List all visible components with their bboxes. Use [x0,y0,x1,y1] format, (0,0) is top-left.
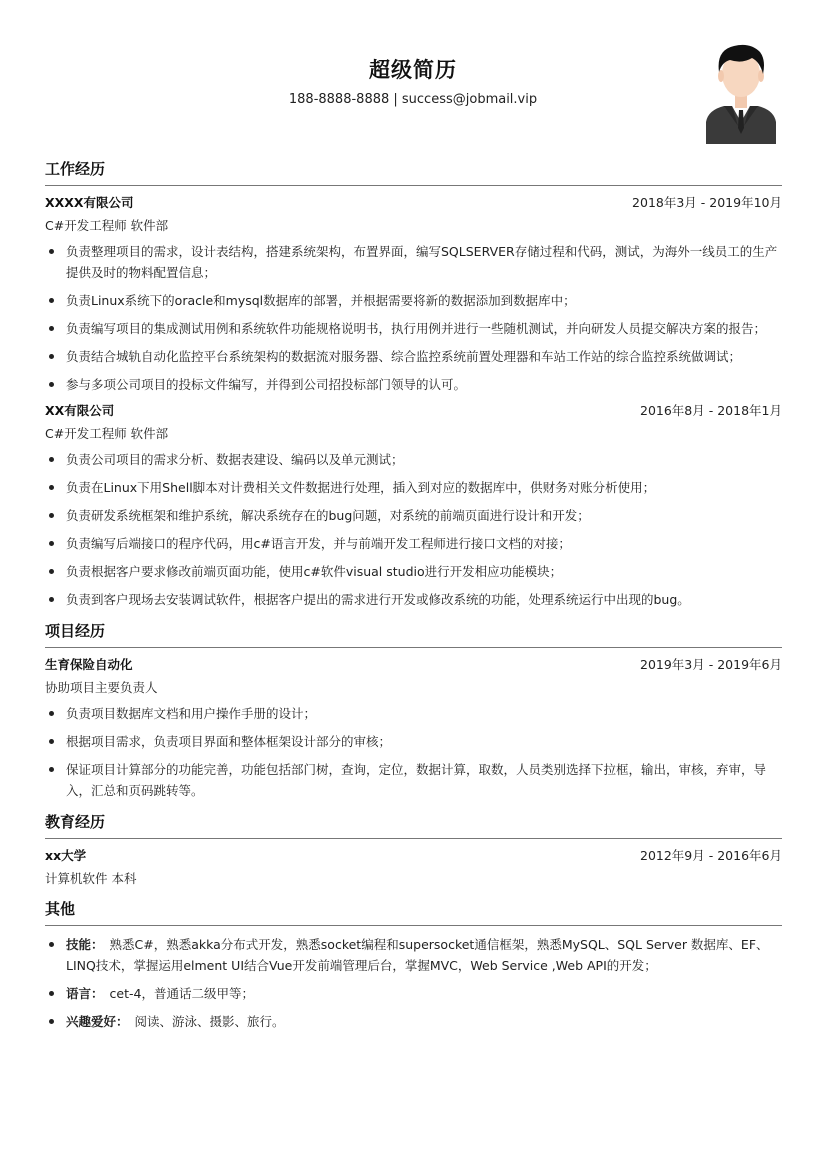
item-label: 技能： [66,937,104,952]
avatar-icon [704,42,778,144]
entry-company: XXXX有限公司 [45,195,134,210]
bullet-item: 根据项目需求，负责项目界面和整体框架设计部分的审核； [45,731,782,752]
entry-date: 2019年3月 - 2019年6月 [640,657,782,672]
bullet-item: 负责整理项目的需求，设计表结构，搭建系统架构，布置界面，编写SQLSERVER存储过程和代码，测试，为海外一线员工的生产提供及时的物料配置信息； [45,241,782,283]
item-label: 兴趣爱好： [66,1014,129,1029]
work-entry [45,194,782,395]
hobbies-item [45,1011,782,1032]
item-label: 语言： [66,986,104,1001]
education-section [45,811,782,888]
other-section [45,898,782,1032]
section-title-education: 教育经历 [45,811,782,839]
bullet-item: 参与多项公司项目的投标文件编写，并得到公司招投标部门领导的认可。 [45,374,782,395]
bullet-list [45,449,782,610]
bullet-list [45,703,782,801]
entry-date: 2012年9月 - 2016年6月 [640,848,782,863]
bullet-item: 负责公司项目的需求分析、数据表建设、编码以及单元测试； [45,449,782,470]
entry-company: XX有限公司 [45,403,115,418]
item-text: cet-4，普通话二级甲等； [109,986,254,1001]
work-entry [45,402,782,610]
bullet-list [45,241,782,395]
bullet-list [45,934,782,1032]
bullet-item: 保证项目计算部分的功能完善，功能包括部门树，查询，定位，数据计算，取数，人员类别选择下拉框，输出，审核，弃审，导入，汇总和页码跳转等。 [45,759,782,801]
bullet-item: 负责编写后端接口的程序代码，用c#语言开发，并与前端开发工程师进行接口文档的对接； [45,533,782,554]
resume-name: 超级简历 [369,58,457,82]
bullet-item: 负责根据客户要求修改前端页面功能，使用c#软件visual studio进行开发相应功能模块； [45,561,782,582]
contact-info: 188-8888-8888 | success@jobmail.vip [288,92,538,107]
bullet-item: 负责结合城轨自动化监控平台系统架构的数据流对服务器、综合监控系统前置处理器和车站工作站的综合监控系统做调试； [45,346,782,367]
bullet-item: 负责研发系统框架和维护系统，解决系统存在的bug问题，对系统的前端页面进行设计和开发； [45,505,782,526]
work-section [45,158,782,610]
item-text: 阅读、游泳、摄影、旅行。 [134,1014,285,1029]
entry-major: 计算机软件 本科 [45,871,137,886]
section-title-work: 工作经历 [45,158,782,186]
language-item [45,983,782,1004]
education-entry [45,847,782,888]
bullet-item: 负责在Linux下用Shell脚本对计费相关文件数据进行处理，插入到对应的数据库中，供财务对账分析使用； [45,477,782,498]
entry-date: 2016年8月 - 2018年1月 [640,403,782,418]
bullet-item: 负责项目数据库文档和用户操作手册的设计； [45,703,782,724]
bullet-item: 负责编写项目的集成测试用例和系统软件功能规格说明书，执行用例并进行一些随机测试，并向研发人员提交解决方案的报告； [45,318,782,339]
bullet-item: 负责Linux系统下的oracle和mysql数据库的部署，并根据需要将新的数据添加到数据库中； [45,290,782,311]
entry-project-name: 生育保险自动化 [45,657,133,672]
project-entry [45,656,782,801]
projects-section [45,620,782,801]
section-title-projects: 项目经历 [45,620,782,648]
section-title-other: 其他 [45,898,782,926]
item-text: 熟悉C#，熟悉akka分布式开发，熟悉socket编程和supersocket通信框架，熟悉MySQL、SQL Server 数据库、EF、LINQ技术，掌握运用elment UI结合Vue开发前端管理后台，掌握MVC，Web Service ,Web API的开发； [66,937,769,973]
entry-school: xx大学 [45,848,87,863]
entry-role: C#开发工程师 软件部 [45,426,169,441]
resume-header [0,0,826,150]
bullet-item: 负责到客户现场去安装调试软件，根据客户提出的需求进行开发或修改系统的功能，处理系统运行中出现的bug。 [45,589,782,610]
resume-content [45,158,782,1042]
entry-date: 2018年3月 - 2019年10月 [632,195,782,210]
skills-item [45,934,782,976]
entry-role: 协助项目主要负责人 [45,680,158,695]
entry-role: C#开发工程师 软件部 [45,218,169,233]
